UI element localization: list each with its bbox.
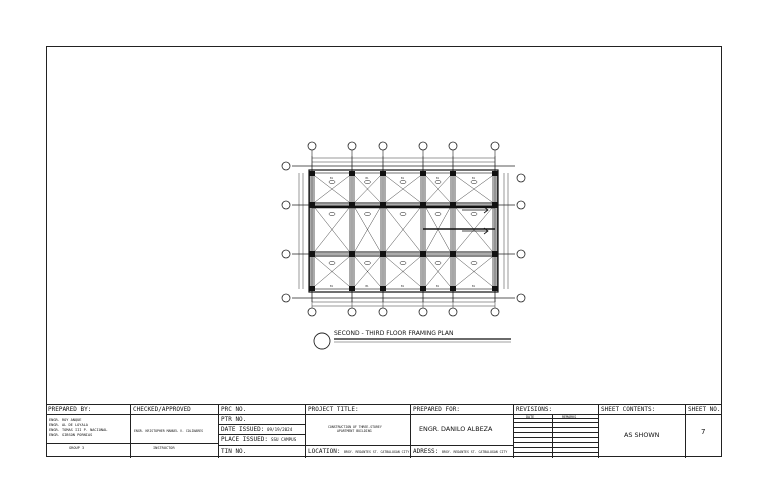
- column-marker: [380, 202, 386, 208]
- grid-bubble: [308, 308, 316, 316]
- revision-row-line: [513, 437, 598, 438]
- revision-row-line: [513, 418, 598, 419]
- column-marker: [450, 251, 456, 257]
- beam-label: B1: [330, 285, 334, 288]
- column-marker: [380, 251, 386, 257]
- grid-bubble: [282, 294, 290, 302]
- revision-row-line: [513, 432, 598, 433]
- column-marker: [492, 202, 498, 208]
- group-row-line: [46, 443, 218, 444]
- beam-label: B1: [436, 285, 440, 288]
- column-marker: [349, 202, 355, 208]
- grid-bubble: [491, 308, 499, 316]
- sheet-no-value: 7: [701, 428, 706, 436]
- address-label: ADRESS:: [413, 448, 439, 455]
- column-marker: [349, 251, 355, 257]
- location-label: LOCATION:: [308, 448, 341, 455]
- prc-row-line: [218, 445, 305, 446]
- revision-row-line: [513, 442, 598, 443]
- grid-bubble: [282, 201, 290, 209]
- revision-row-line: [513, 427, 598, 428]
- slab-tag: [365, 180, 371, 183]
- beam-label: B1: [436, 177, 440, 180]
- beam-label: B1: [472, 177, 476, 180]
- grid-bubble: [517, 174, 525, 182]
- beam-label: B1: [330, 177, 334, 180]
- slab-tag: [329, 261, 335, 264]
- slab-tag: [435, 212, 441, 215]
- group-label: GROUP 3: [69, 446, 85, 450]
- tb-sheet-contents: [598, 405, 685, 458]
- preparer-name: ENGR. AL DE LOYALA: [49, 423, 88, 427]
- grid-bubble: [419, 142, 427, 150]
- place-issued-value: SSU CAMPUS: [271, 437, 297, 442]
- slab-tag: [435, 261, 441, 264]
- revisions-header: REVISIONS:: [516, 406, 553, 413]
- grid-bubble: [517, 294, 525, 302]
- grid-bubble: [348, 142, 356, 150]
- sheet-contents-value: AS SHOWN: [624, 431, 660, 439]
- prc-row-line: [218, 424, 305, 425]
- slab-tag: [365, 212, 371, 215]
- plan-title-bubble: [314, 333, 330, 349]
- preparer-name: ENGR. TOMAS III P. NACIONAL: [49, 428, 108, 432]
- prc-label: PRC NO.: [221, 406, 247, 413]
- grid-bubble: [379, 308, 387, 316]
- column-marker: [492, 286, 498, 291]
- beam-lines: [309, 170, 498, 292]
- tb-header-separator: [46, 414, 722, 415]
- address-value: BRGY. REDANTES ST. CATBALOGAN CITY: [442, 450, 508, 454]
- slab-tag: [365, 261, 371, 264]
- tin-label: TIN NO.: [221, 448, 247, 455]
- column-marker: [420, 202, 426, 208]
- sheet-no-header: SHEET NO.: [688, 406, 721, 413]
- prc-row-line: [218, 434, 305, 435]
- sheet-contents-header: SHEET CONTENTS:: [601, 406, 656, 413]
- column-marker: [450, 202, 456, 208]
- grid-bubble: [517, 250, 525, 258]
- grid-bubble: [517, 201, 525, 209]
- tb-project: [305, 405, 410, 458]
- date-issued-label: DATE ISSUED:: [221, 426, 265, 433]
- location-row-line: [305, 445, 513, 446]
- checker-role: INSTRUCTOR: [153, 446, 175, 450]
- project-title-line2: APARTMENT BUILDING: [337, 429, 372, 433]
- revision-col-line: [552, 414, 553, 458]
- prepared-by-header: PREPARED BY:: [48, 406, 92, 413]
- plan-title-group: [314, 330, 511, 349]
- preparer-name: ENGR. ROY ANQUE: [49, 418, 82, 422]
- beam-label: B1: [401, 177, 405, 180]
- tb-prc: [218, 405, 305, 458]
- beam-label: B1: [365, 285, 369, 288]
- beam-label: B1: [472, 285, 476, 288]
- slab-tag: [400, 212, 406, 215]
- grid-bubble: [282, 250, 290, 258]
- plan-title: SECOND - THIRD FLOOR FRAMING PLAN: [334, 330, 454, 337]
- column-marker: [349, 286, 355, 291]
- tb-prepared-for: [410, 405, 513, 458]
- column-marker: [309, 171, 315, 176]
- grid-bubble: [491, 142, 499, 150]
- revision-row-line: [513, 447, 598, 448]
- client-name: ENGR. DANILO ALBEZA: [419, 425, 493, 433]
- grid-bubble: [379, 142, 387, 150]
- slab-tag: [471, 212, 477, 215]
- slab-tag: [471, 261, 477, 264]
- tb-checked-approved: [130, 405, 218, 458]
- title-block: [46, 404, 722, 458]
- project-title-header: PROJECT TITLE:: [308, 406, 359, 413]
- slab-tag: [471, 180, 477, 183]
- slab-tag: [400, 261, 406, 264]
- checked-header: CHECKED/APPROVED: [133, 406, 191, 413]
- beam-label: B1: [365, 177, 369, 180]
- column-marker: [420, 286, 426, 291]
- preparer-name: ENGR. GIBSON PORNIAS: [49, 433, 93, 437]
- project-title-line1: CONSTRUCTION OF THREE-STOREY: [328, 425, 382, 429]
- revisions-remarks-col: REMARKS: [562, 415, 577, 419]
- column-marker: [309, 251, 315, 257]
- revision-row-line: [513, 422, 598, 423]
- slab-tag: [329, 212, 335, 215]
- column-marker: [450, 286, 456, 291]
- grid-bubble: [348, 308, 356, 316]
- column-marker: [309, 286, 315, 291]
- checker-name: ENGR. KRISTOPHER MANUEL V. COLINARES: [134, 429, 204, 433]
- slab-tag: [329, 180, 335, 183]
- grid-bubble: [308, 142, 316, 150]
- column-marker: [380, 286, 386, 291]
- date-issued-value: 09/19/2024: [267, 427, 293, 432]
- beam-label: B1: [401, 285, 405, 288]
- column-marker: [309, 202, 315, 208]
- grid-bubble: [282, 162, 290, 170]
- revision-row-line: [513, 452, 598, 453]
- prepared-for-header: PREPARED FOR:: [413, 406, 460, 413]
- slab-tag: [435, 180, 441, 183]
- grid-bubble: [449, 142, 457, 150]
- column-marker: [492, 251, 498, 257]
- location-value: BRGY. REDANTES ST. CATBALOGAN CITY: [344, 450, 410, 454]
- column-marker: [450, 171, 456, 176]
- tb-sheet-no: [685, 405, 722, 458]
- ptr-label: PTR NO.: [221, 416, 247, 423]
- grid-bubble: [449, 308, 457, 316]
- place-issued-label: PLACE ISSUED:: [221, 436, 268, 443]
- column-marker: [420, 171, 426, 176]
- grid-bubble: [419, 308, 427, 316]
- column-marker: [492, 171, 498, 176]
- column-marker: [349, 171, 355, 176]
- column-marker: [420, 251, 426, 257]
- revisions-date-col: DATE: [526, 415, 535, 419]
- slab-tag: [400, 180, 406, 183]
- column-marker: [380, 171, 386, 176]
